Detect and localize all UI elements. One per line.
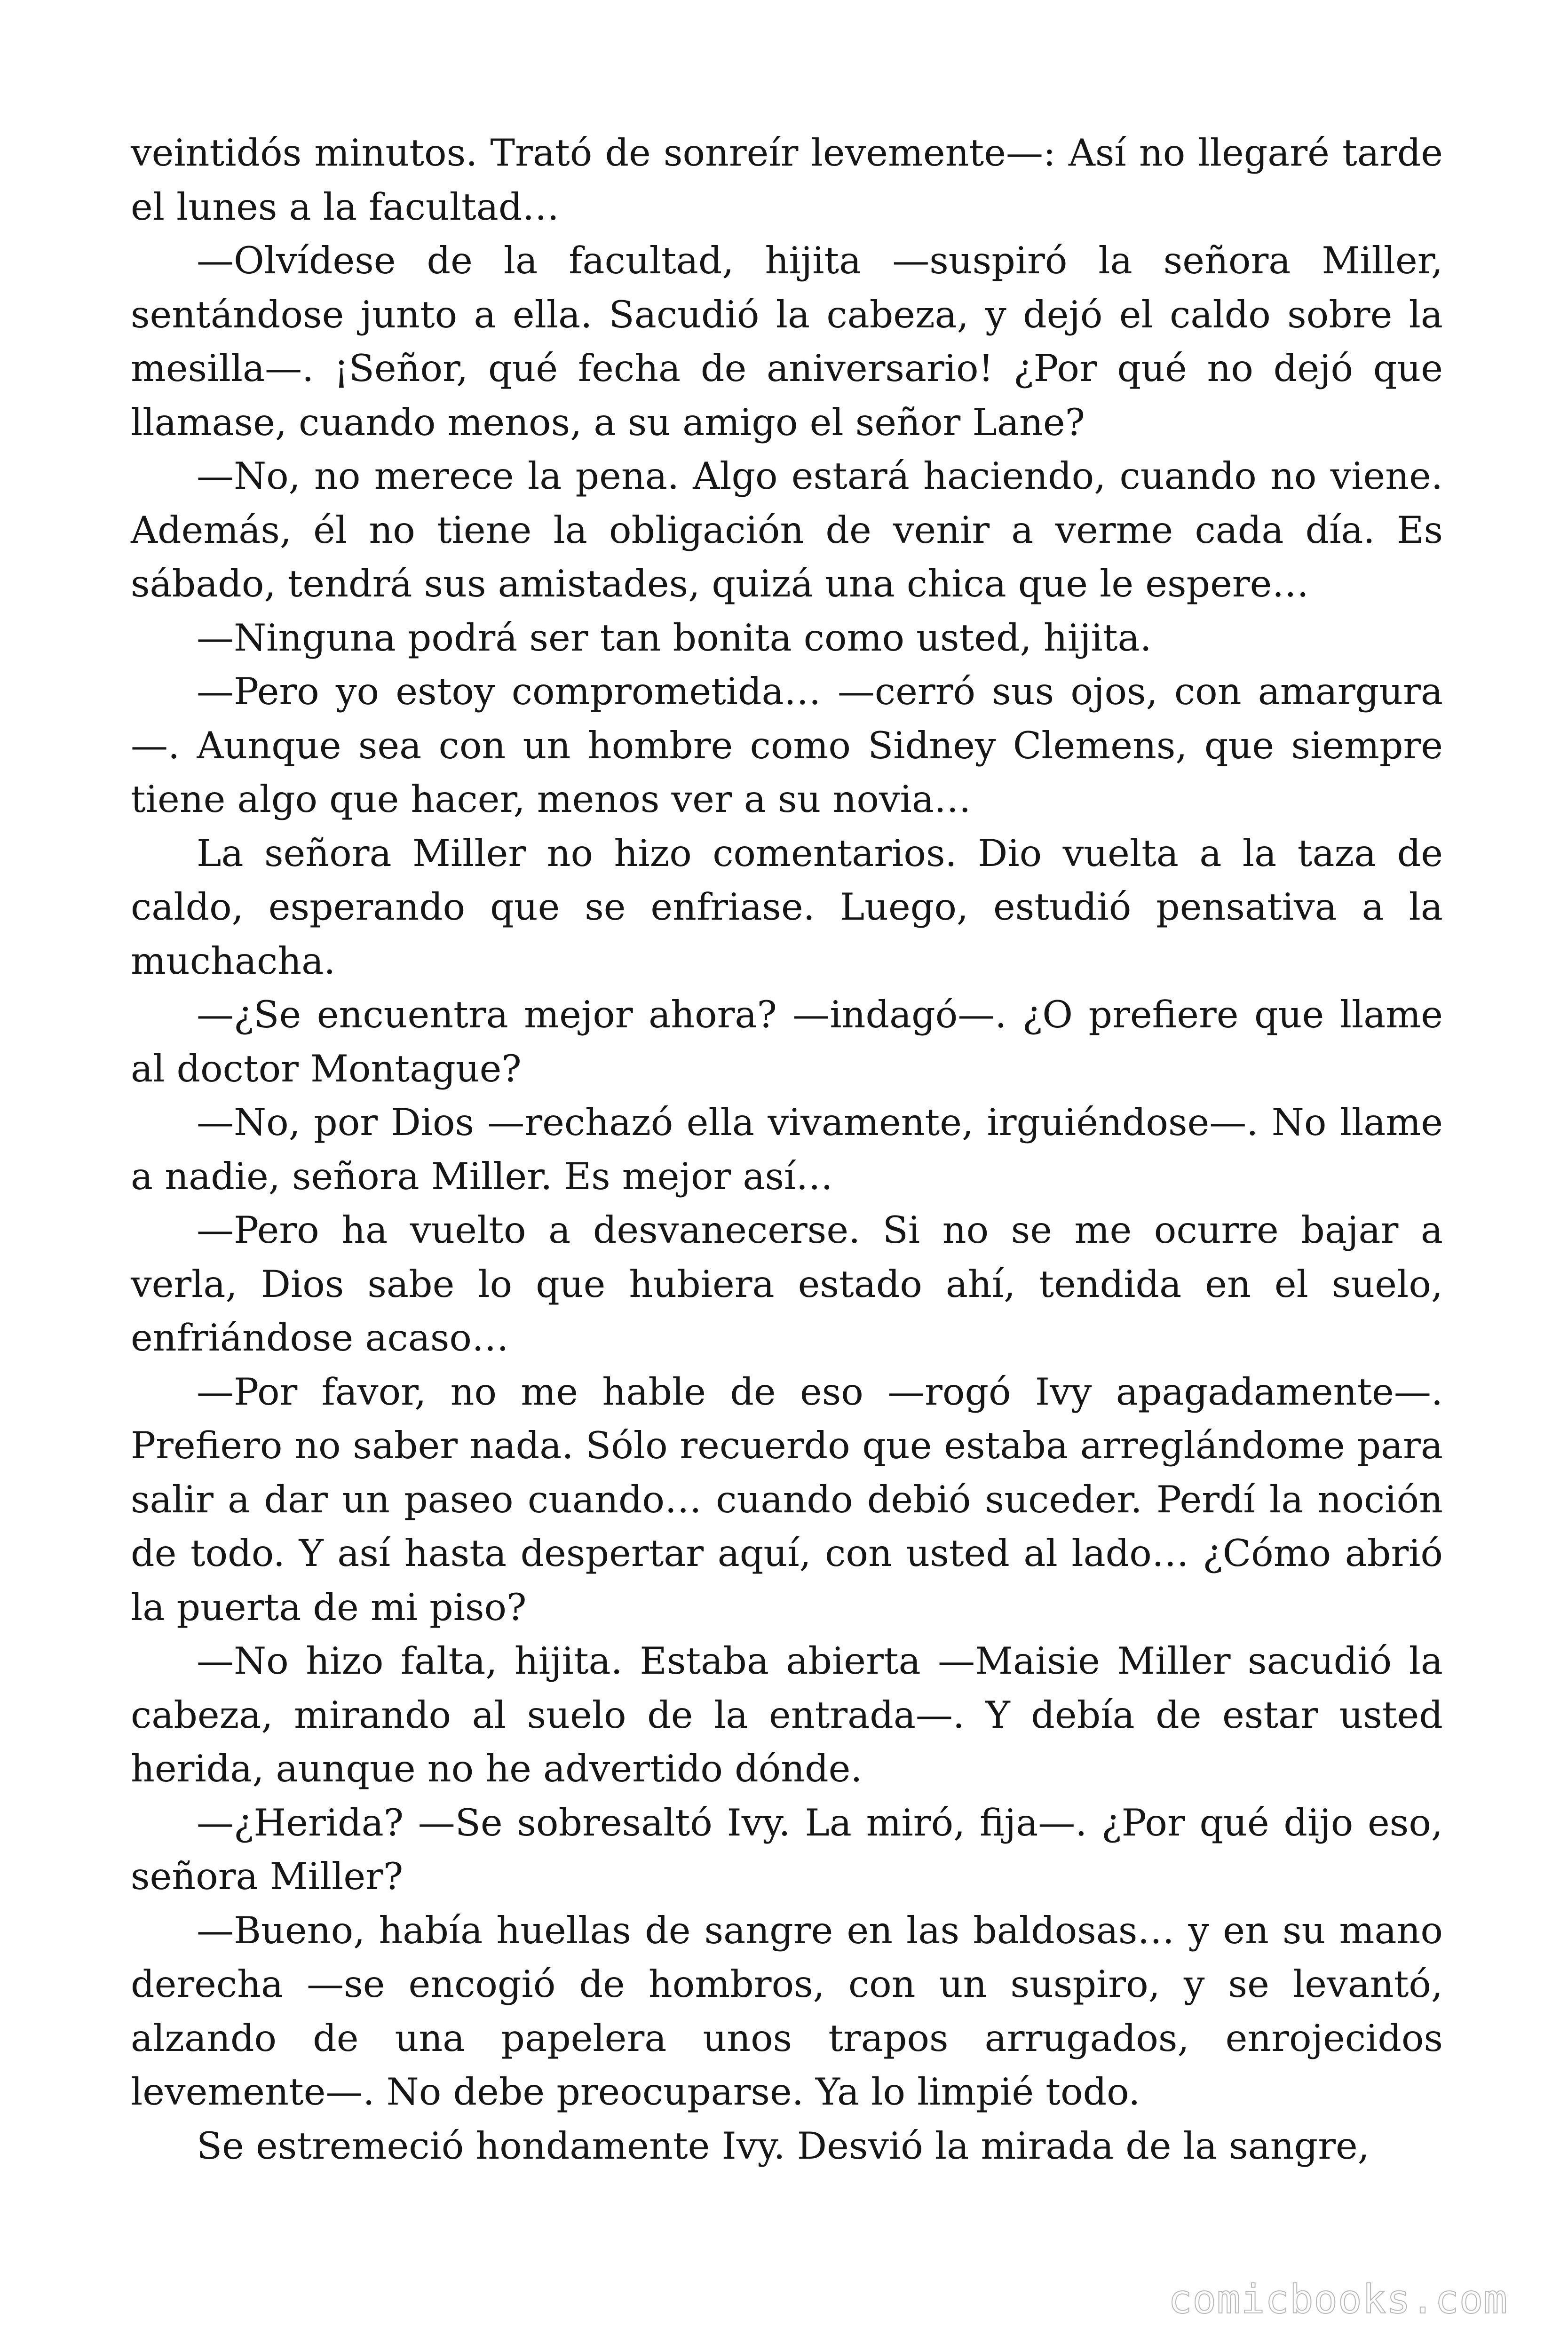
paragraph: veintidós minutos. Trató de sonreír levemente—: Así no llegaré tarde el lunes a la facultad…	[131, 131, 1443, 229]
paragraph: —Por favor, no me hable de eso —rogó Ivy apagadamente—. Prefiero no saber nada. Sólo recuerdo que estaba arreglándome para salir a dar un paseo cuando… cuando debió suceder. Perdí la noción de todo. Y así hasta despertar aquí, con usted al lado… ¿Cómo abrió la puerta de mi piso?	[131, 1370, 1443, 1629]
paragraph: La señora Miller no hizo comentarios. Dio vuelta a la taza de caldo, esperando que se enfriase. Luego, estudió pensativa a la muchacha.	[131, 831, 1443, 983]
paragraph: Se estremeció hondamente Ivy. Desvió la mirada de la sangre,	[197, 2124, 1370, 2168]
paragraph: —Ninguna podrá ser tan bonita como usted, hijita.	[197, 616, 1152, 660]
watermark: comicbooks.com	[1168, 2276, 1508, 2322]
paragraph: —No, por Dios —rechazó ella vivamente, irguiéndose—. No llame a nadie, señora Miller. Es mejor así…	[131, 1101, 1443, 1198]
paragraph: —Bueno, había huellas de sangre en las baldosas… y en su mano derecha —se encogió de hombros, con un suspiro, y se levantó, alzando de una papelera unos trapos arrugados, enrojecidos levemente—. No debe preocuparse. Ya lo limpié todo.	[131, 1908, 1443, 2114]
paragraph: —Olvídese de la facultad, hijita —suspiró la señora Miller, sentándose junto a ella. Sacudió la cabeza, y dejó el caldo sobre la mesilla—. ¡Señor, qué fecha de aniversario! ¿Por qué no dejó que llamase, cuando menos, a su amigo el señor Lane?	[131, 239, 1443, 444]
paragraph: —No, no merece la pena. Algo estará haciendo, cuando no viene. Además, él no tiene la obligación de venir a verme cada día. Es sábado, tendrá sus amistades, quizá una chica que le espere…	[131, 454, 1443, 605]
paragraph: —Pero ha vuelto a desvanecerse. Si no se me ocurre bajar a verla, Dios sabe lo que hubiera estado ahí, tendida en el suelo, enfriándose acaso…	[131, 1208, 1443, 1359]
paragraph: —No hizo falta, hijita. Estaba abierta —Maisie Miller sacudió la cabeza, mirando al suelo de la entrada—. Y debía de estar usted herida, aunque no he advertido dónde.	[131, 1639, 1443, 1790]
paragraph: —Pero yo estoy comprometida… —cerró sus ojos, con amargura —. Aunque sea con un hombre como Sidney Clemens, que siempre tiene algo que hacer, menos ver a su novia…	[131, 670, 1443, 821]
paragraph: —¿Herida? —Se sobresaltó Ivy. La miró, fija—. ¿Por qué dijo eso, señora Miller?	[131, 1801, 1443, 1898]
page-text-block	[131, 126, 1443, 2173]
paragraph: —¿Se encuentra mejor ahora? —indagó—. ¿O prefiere que llame al doctor Montague?	[131, 993, 1443, 1090]
